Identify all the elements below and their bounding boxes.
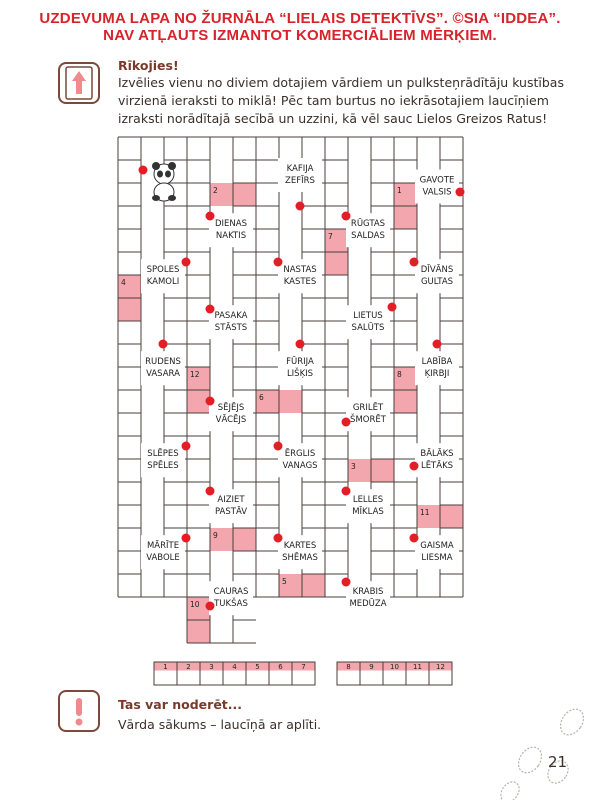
clue-word: ĶIRBJI — [424, 369, 450, 380]
clue-word: MĪKLAS — [352, 507, 384, 518]
clue-word: GULTAS — [420, 277, 454, 288]
clue-word: KRABIS — [352, 587, 384, 598]
shaded-cell-number: 6 — [259, 393, 264, 402]
clue-word: VĀCĒJS — [215, 415, 247, 426]
answer-cell-number: 2 — [186, 663, 191, 671]
clue-word: NASTAS — [283, 265, 317, 276]
clue-word: GAISMA — [420, 541, 454, 552]
answer-cell-number: 12 — [436, 663, 445, 671]
clue-word: RUDENS — [145, 357, 181, 368]
clue-word: GAVOTE — [419, 175, 455, 186]
clue-word: DIENAS — [215, 219, 247, 230]
answer-cell-number: 3 — [209, 663, 214, 671]
task-title: Rīkojies! — [118, 58, 179, 73]
clue-word: PASAKA — [214, 311, 248, 322]
answer-cell-number: 1 — [163, 663, 168, 671]
clue-word: ŠMORĒT — [350, 415, 386, 426]
clue-word: NAKTIS — [215, 231, 247, 242]
clue-word: KARTES — [283, 541, 317, 552]
shaded-cell-number: 9 — [213, 531, 218, 540]
shaded-cell-number: 10 — [190, 600, 200, 609]
clue-word: KAMOLI — [146, 277, 180, 288]
clue-word: ZEFĪRS — [285, 176, 315, 186]
clue-word: CAURAS — [213, 587, 249, 598]
clue-word: FŪRIJA — [286, 357, 314, 368]
clue-word: SHĒMAS — [282, 553, 318, 564]
exclamation-icon — [60, 692, 98, 730]
shaded-cell-number: 7 — [328, 232, 333, 241]
clue-word: TUKŠAS — [214, 599, 248, 610]
clue-word: LELLES — [352, 495, 384, 506]
clue-word: LĒTĀKS — [420, 461, 454, 472]
clue-word: GRILĒT — [352, 403, 384, 414]
page-number: 21 — [548, 753, 568, 771]
hint-text: Vārda sākums – laucīņā ar aplīti. — [118, 717, 322, 732]
clue-word: LIETUS — [353, 311, 383, 322]
clue-word: VASARA — [146, 369, 180, 380]
clue-word: LABĪBA — [421, 357, 453, 368]
shaded-cell-number: 12 — [190, 370, 200, 379]
shaded-cell-number: 1 — [397, 186, 402, 195]
hint-icon-box — [58, 690, 100, 732]
clue-word: AIZIET — [217, 495, 245, 506]
clue-word: PASTĀV — [214, 507, 248, 518]
answer-cell-number: 10 — [390, 663, 399, 671]
clue-word: VABOLE — [146, 553, 180, 564]
header-line-2: NAV ATĻAUTS IZMANTOT KOMERCIĀLIEM MĒRĶIEM. — [103, 27, 497, 44]
shaded-cell-number: 4 — [121, 278, 126, 287]
task-text: Izvēlies vienu no diviem dotajiem vārdiem un pulksteņrādītāju kustības virzienā ieraksti to miklā! Pēc tam burtus no iekrāsotajiem laucīņiem izraksti norādītajā secībā un uzzini, kā vēl sauc Lielos Greizos Ratus! — [118, 75, 564, 126]
clue-word: RŪGTAS — [350, 219, 386, 230]
header-line-1: UZDEVUMA LAPA NO ŽURNĀLA “LIELAIS DETEKTĪVS”. ©SIA “IDDEA”. — [39, 10, 561, 27]
shaded-cell-number: 3 — [351, 462, 356, 471]
answer-cell-number: 11 — [413, 663, 422, 671]
shaded-cell-number: 8 — [397, 370, 402, 379]
clue-word: LIESMA — [421, 553, 453, 564]
clue-word: SPOLES — [146, 265, 180, 276]
answer-cell-number: 7 — [301, 663, 306, 671]
clue-word: MEDŪZA — [349, 599, 387, 610]
clue-word: MĀRĪTE — [146, 541, 180, 552]
hint-title: Tas var noderēt... — [118, 697, 243, 712]
clue-word: SALŪTS — [351, 323, 385, 334]
shaded-cell-number: 5 — [282, 577, 287, 586]
clue-word: KASTES — [283, 277, 317, 288]
clue-word: LIŠĶIS — [286, 369, 314, 380]
shaded-cell-number: 2 — [213, 186, 218, 195]
answer-cell-number: 4 — [232, 663, 237, 671]
clue-word: DĪVĀNS — [420, 265, 454, 276]
shaded-cell-number: 11 — [420, 508, 430, 517]
answer-cell-number: 5 — [255, 663, 260, 671]
answer-cell-number: 9 — [369, 663, 374, 671]
clue-word: STĀSTS — [214, 323, 248, 334]
clue-word: KAFIJA — [286, 164, 314, 174]
clue-word: ĒRGLIS — [284, 449, 316, 460]
answer-cell-number: 8 — [346, 663, 351, 671]
clue-word: BĀLĀKS — [420, 449, 454, 460]
clue-word: VALSIS — [422, 187, 452, 198]
footprints-icon — [500, 700, 600, 800]
clue-word: VANAGS — [282, 461, 318, 472]
answer-cell-number: 6 — [278, 663, 283, 671]
clue-word: SALDAS — [351, 231, 385, 242]
clue-word: SLĒPES — [147, 449, 179, 460]
clue-word: SĒJĒJS — [217, 403, 245, 414]
clue-word: SPĒLES — [147, 461, 179, 472]
